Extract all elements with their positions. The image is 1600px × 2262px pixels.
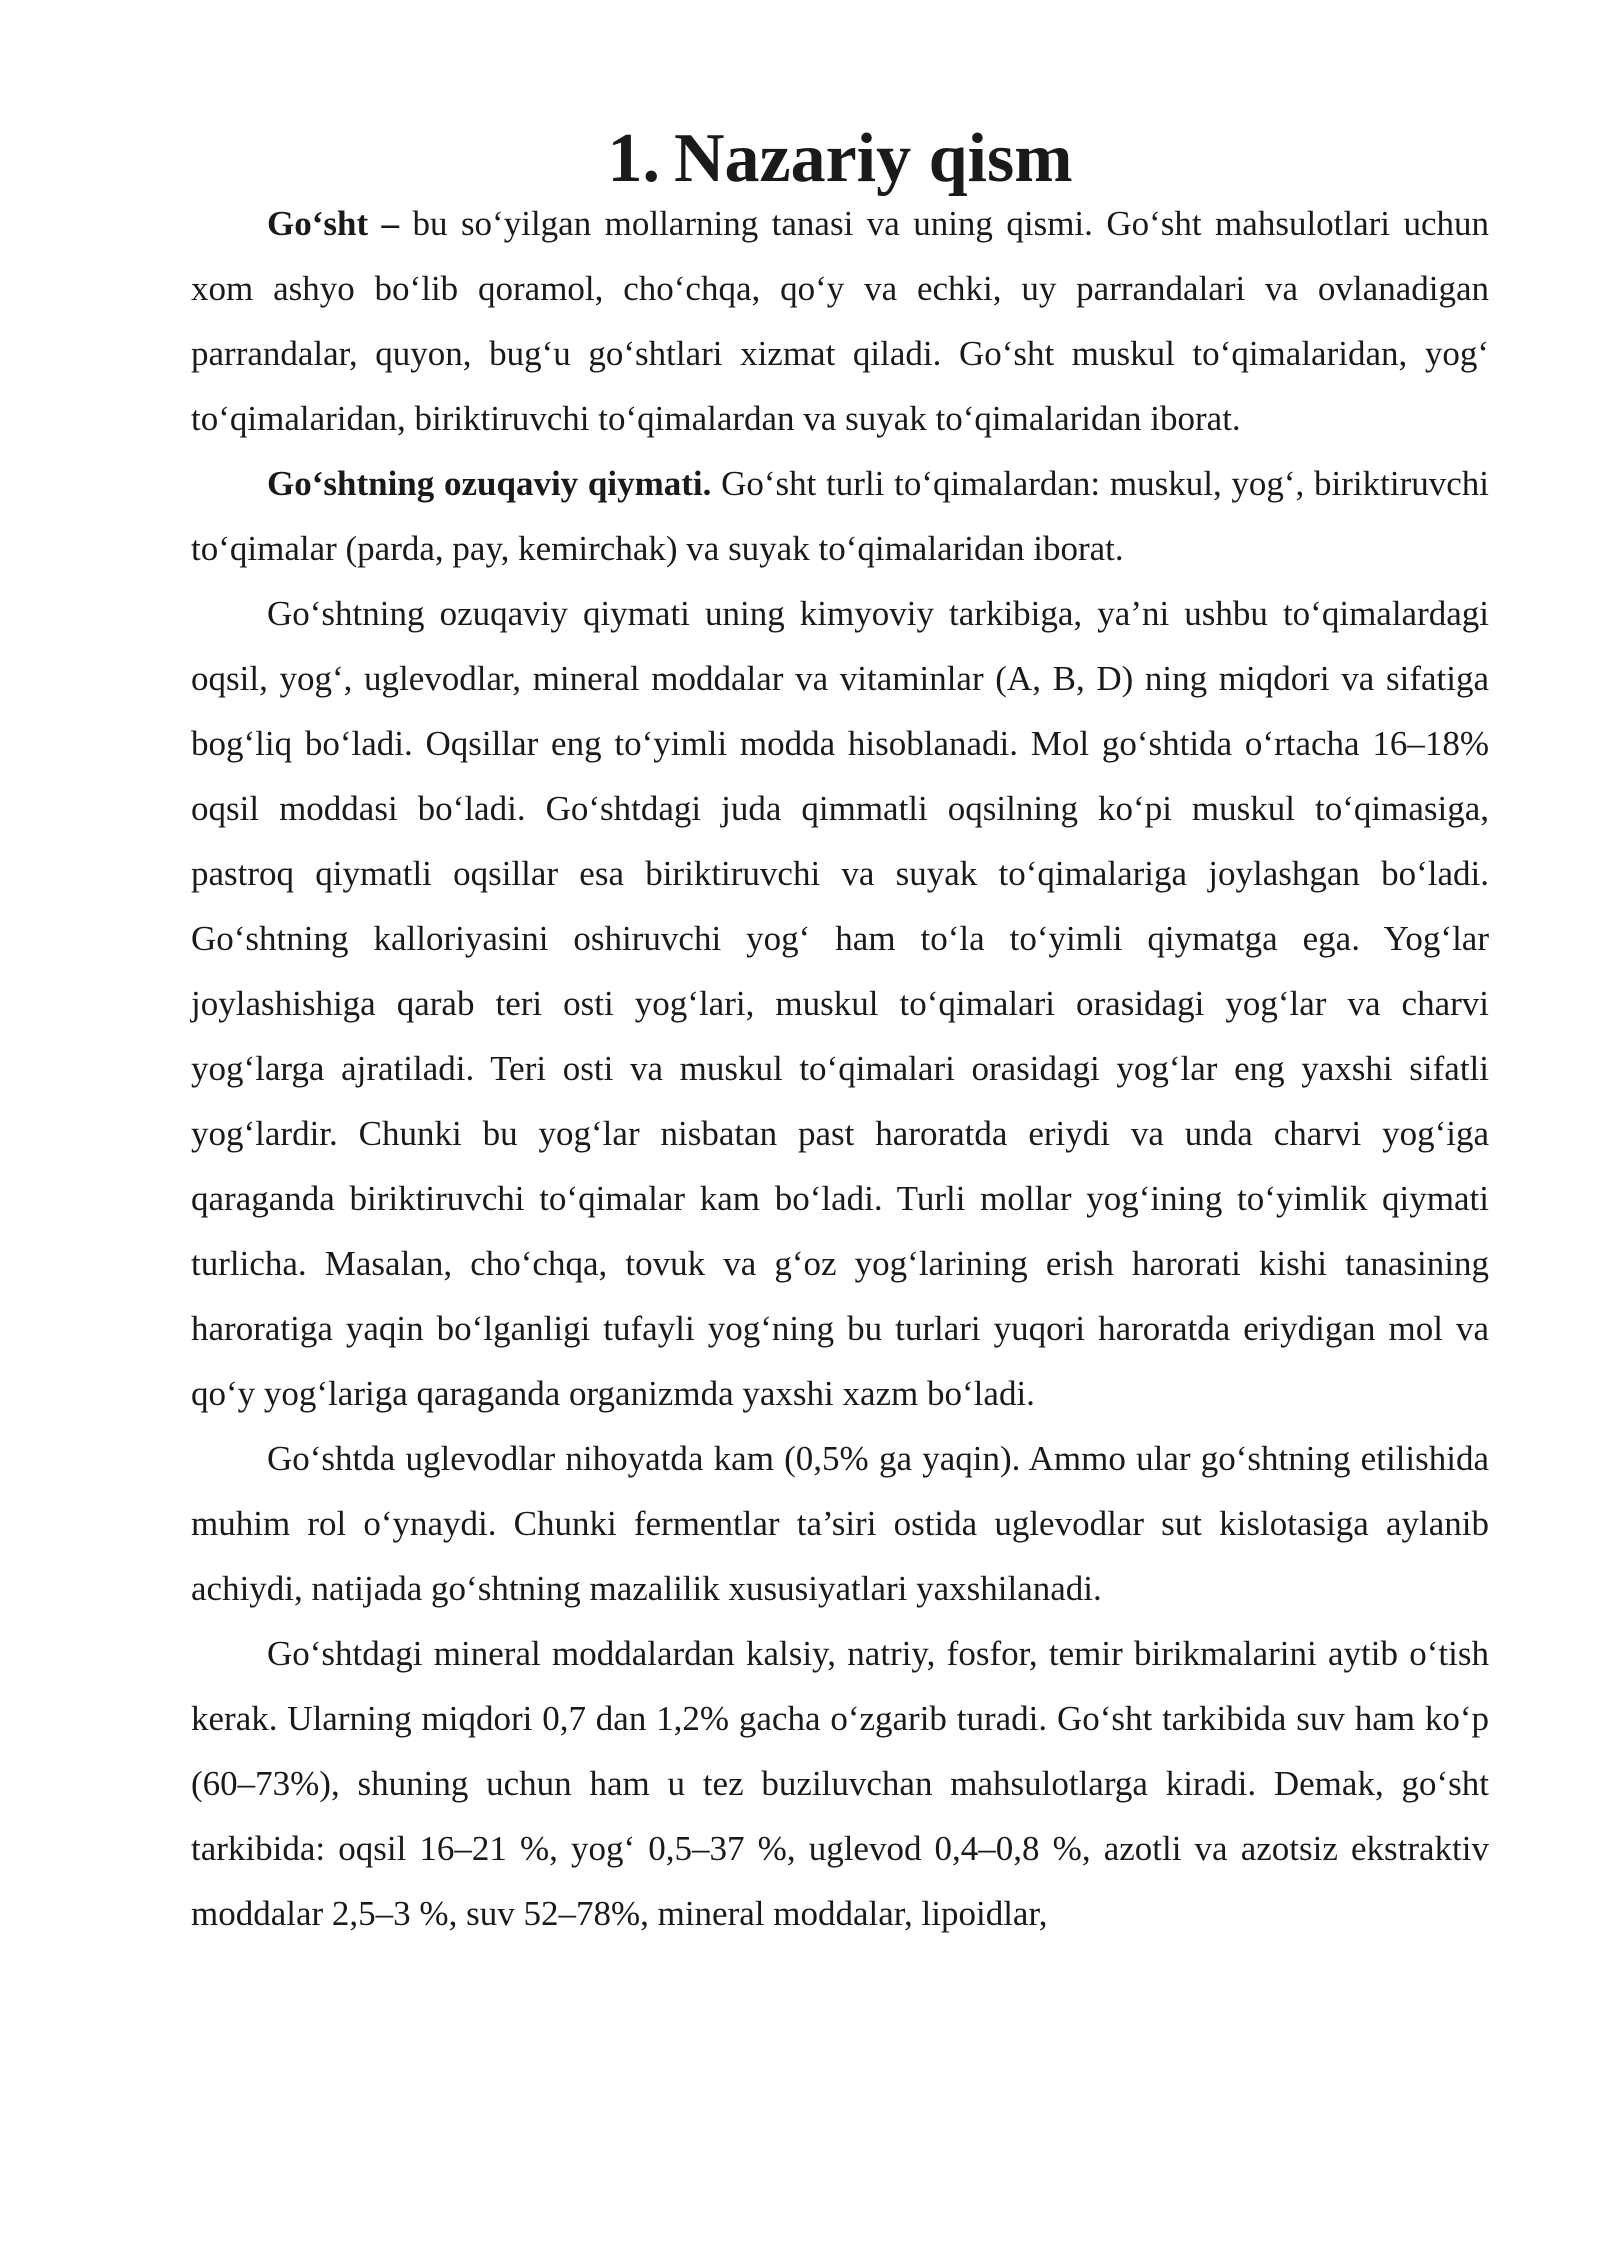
paragraph-text: Go‘shtdagi mineral moddalardan kalsiy, natriy, fosfor, temir birikmalarini aytib o‘tish kerak. Ularning miqdori 0,7 dan 1,2% gacha o‘zgarib turadi. Go‘sht tarkibida suv ham ko‘p (60–73%), shuning uchun ham u tez buziluvchan mahsulotlarga kiradi. Demak, go‘sht tarkibida: oqsil 16–21 %, yog‘ 0,5–37 %, uglevod 0,4–0,8 %, azotli va azotsiz ekstraktiv moddalar 2,5–3 %, suv 52–78%, mineral moddalar, lipoidlar, xyxy=(191,1634,1489,1933)
term-ozuqaviy-qiymati: Go‘shtning ozuqaviy qiymati. xyxy=(267,464,712,503)
paragraph-carbohydrates xyxy=(191,1426,1489,1621)
paragraph-text: bu so‘yilgan mollarning tanasi va uning qismi. Go‘sht mahsulotlari uchun xom ashyo bo‘lib qoramol, cho‘chqa, qo‘y va echki, uy parrandalari va ovlanadigan parrandalar, quyon, bug‘u go‘shtlari xizmat qiladi. Go‘sht muskul to‘qimalaridan, yog‘ to‘qimalaridan, biriktiruvchi to‘qimalardan va suyak to‘qimalaridan iborat. xyxy=(191,204,1489,438)
term-gosht: Go‘sht – xyxy=(267,204,400,243)
paragraph-text: Go‘sht turli to‘qimalardan: muskul, yog‘, biriktiruvchi to‘qimalar (parda, pay, kemirchak) va suyak to‘qimalaridan iborat. xyxy=(191,464,1489,568)
paragraph-text: Go‘shtda uglevodlar nihoyatda kam (0,5% ga yaqin). Ammo ular go‘shtning etilishida muhim rol o‘ynaydi. Chunki fermentlar ta’siri ostida uglevodlar sut kislotasiga aylanib achiydi, natijada go‘shtning mazalilik xususiyatlari yaxshilanadi. xyxy=(191,1439,1489,1608)
section-title: Nazariy qism xyxy=(673,120,1073,197)
paragraph-text: Go‘shtning ozuqaviy qiymati uning kimyoviy tarkibiga, ya’ni ushbu to‘qimalardagi oqsil, yog‘, uglevodlar, mineral moddalar va vitaminlar (A, B, D) ning miqdori va sifatiga bog‘liq bo‘ladi. Oqsillar eng to‘yimli modda hisoblanadi. Mol go‘shtida o‘rtacha 16–18% oqsil moddasi bo‘ladi. Go‘shtdagi juda qimmatli oqsilning ko‘pi muskul to‘qimasiga, pastroq qiymatli oqsillar esa biriktiruvchi va suyak to‘qimalariga joylashgan bo‘ladi. Go‘shtning kalloriyasini oshiruvchi yog‘ ham to‘la to‘yimli qiymatga ega. Yog‘lar joylashishiga qarab teri osti yog‘lari, muskul to‘qimalari orasidagi yog‘lar va charvi yog‘larga ajratiladi. Teri osti va muskul to‘qimalari orasidagi yog‘lar eng yaxshi sifatli yog‘lardir. Chunki bu yog‘lar nisbatan past haroratda eriydi va unda charvi yog‘iga qaraganda biriktiruvchi to‘qimalar kam bo‘ladi. Turli mollar yog‘ining to‘yimlik qiymati turlicha. Masalan, cho‘chqa, tovuk va g‘oz yog‘larining erish harorati kishi tanasining haroratiga yaqin bo‘lganligi tufayli yog‘ning bu turlari yuqori haroratda eriydigan mol va qo‘y yog‘lariga qaraganda organizmda yaxshi xazm bo‘ladi. xyxy=(191,594,1489,1413)
paragraph-nutritional-value xyxy=(191,451,1489,581)
section-heading xyxy=(191,120,1489,197)
section-number: 1. xyxy=(607,120,660,197)
paragraph-definition xyxy=(191,191,1489,451)
paragraph-minerals xyxy=(191,1621,1489,1946)
paragraph-chemical-composition xyxy=(191,581,1489,1426)
page-content xyxy=(191,120,1489,1946)
